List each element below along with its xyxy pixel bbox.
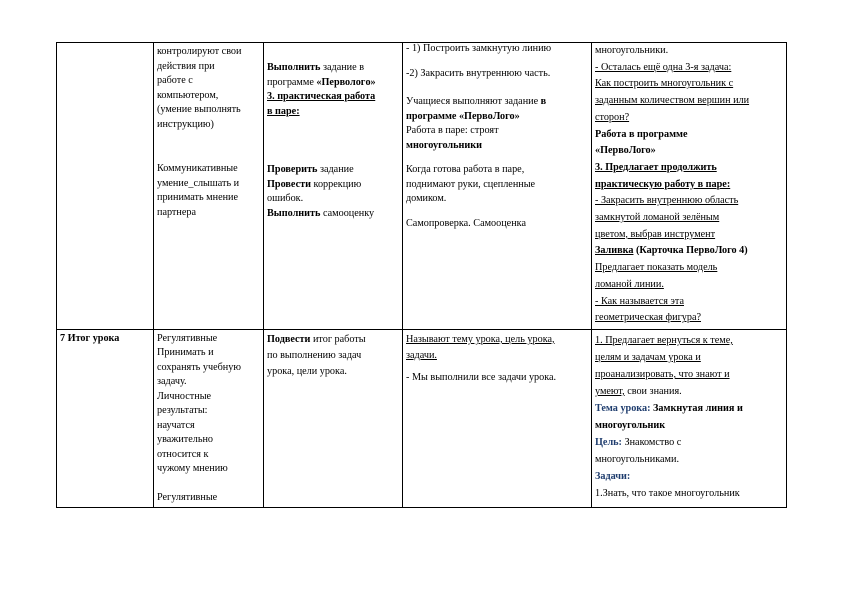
bold-text: Выполнить [267,207,321,219]
bold-text: Провести [267,178,311,190]
text: многоугольниками. [595,453,679,465]
text: Предлагает показать модель [595,262,718,274]
text: геометрическая фигура? [595,312,701,324]
text: коррекцию [310,178,362,190]
label: Тема урока: [595,402,651,414]
text: Когда готова работа в паре, [406,164,525,175]
uud-line: задачу. [157,376,187,388]
text: умеют, [595,385,625,397]
uud-line: Регулятивные [157,332,218,344]
uud-cell [154,329,264,508]
bold-text: Работа в программе [595,128,688,140]
uud-cell [154,43,264,330]
text: 1. Предлагает вернуться к теме, [595,334,733,346]
text: Самопроверка. Самооценка [406,217,526,229]
bold-text: Замкнутая линия и [650,402,743,414]
bold-text: Выполнить [267,62,321,73]
bold-text: «Первологo» [316,76,376,88]
bold-text: Заливка [595,245,634,257]
text: Учащиеся выполняют задание [406,96,541,107]
text: проанализировать, что знают и [595,368,730,380]
bold-text: Проверить [267,164,318,175]
uud-line: инструкцию) [157,118,214,130]
section-heading: 3. Предлагает продолжить [595,161,717,173]
text: итог работы [310,333,366,345]
text: -2) Закрасить внутреннюю часть. [406,67,551,79]
text: - Закрасить внутреннюю область [595,195,739,207]
uud-line: умение_слышать и [157,177,240,189]
text: цветом, выбрав инструмент [595,228,716,240]
uud-line: действия при [157,60,215,72]
uud-line: уважительно [157,434,214,446]
uud-line: чужому мнению [157,463,228,475]
text: - 1) Построить замкнутую линию [406,43,552,54]
uud-line: Коммуникативные [157,163,238,174]
uud-line: научатся [157,419,195,431]
bold-text: многоугольник [595,419,666,431]
uud-line: (умение выполнять [157,104,241,115]
text: по выполнению задач [267,349,362,361]
text: многоугольники. [595,45,669,56]
students-actions-cell [264,43,403,330]
text: Как построить многоугольник с [595,78,734,90]
uud-line: результаты: [157,405,208,417]
stage-cell [57,43,154,330]
bold-text: программе «ПервоЛого» [406,110,520,122]
table-row [57,329,787,508]
section-heading: в паре: [267,105,300,117]
section-heading: 3. практическая работа [267,91,376,102]
text: задачи. [406,349,437,361]
bold-text: (Карточка ПервоЛого 4) [633,245,748,257]
text: домиком. [406,193,447,204]
text: целям и задачам урока и [595,351,701,363]
text: сторон? [595,111,630,123]
text: - Мы выполнили все задачи урока. [406,371,557,383]
students-work-cell [403,43,592,330]
bold-text: Подвести [267,333,311,345]
text: урока, цели урока. [267,365,347,377]
uud-line: работе с [157,75,193,86]
text: самооценку [320,207,375,219]
stage-title: 7 Итог урока [60,332,120,344]
text: поднимают руки, сцепленные [406,178,536,190]
teacher-cell [592,43,787,330]
teacher-cell [592,329,787,508]
uud-line: Регулятивные [157,491,218,503]
table-row [57,43,787,330]
uud-line: партнера [157,206,196,218]
text: ошибок. [267,193,304,204]
uud-line: компьютером, [157,89,219,101]
text: Знакомство с [621,436,682,448]
text: - Осталась ещё одна 3-я задача: [595,61,732,73]
uud-line: сохранять учебную [157,361,241,373]
stage-cell [57,329,154,508]
text: ломаной линии. [595,278,664,290]
uud-line: Принимать и [157,347,214,359]
label: Задачи: [595,470,631,482]
text: задание [317,164,354,175]
lesson-table [56,42,787,508]
students-work-cell [403,329,592,508]
uud-line: Личностные [157,390,212,402]
label: Цель: [595,436,622,448]
text: задание в [320,62,365,73]
bold-text: многоугольники [406,139,482,151]
bold-text: «ПервоЛого» [595,145,656,157]
uud-line: относится к [157,448,209,460]
text: заданным количеством вершин или [595,95,750,107]
uud-line: принимать мнение [157,192,239,203]
section-heading: практическую работу в паре: [595,178,731,190]
text: Работа в паре: строят [406,125,499,136]
students-actions-cell [264,329,403,508]
text: Называют тему урока, цель урока, [406,333,555,345]
text: замкнутой ломаной зелёным [595,212,720,224]
bold-text: в [540,96,547,107]
text: свои знания. [624,385,682,397]
uud-line: контролируют свои [157,46,242,57]
text: программе [267,76,317,88]
text: - Как называется эта [595,295,684,307]
text: 1.Знать, что такое многоугольник [595,487,740,499]
